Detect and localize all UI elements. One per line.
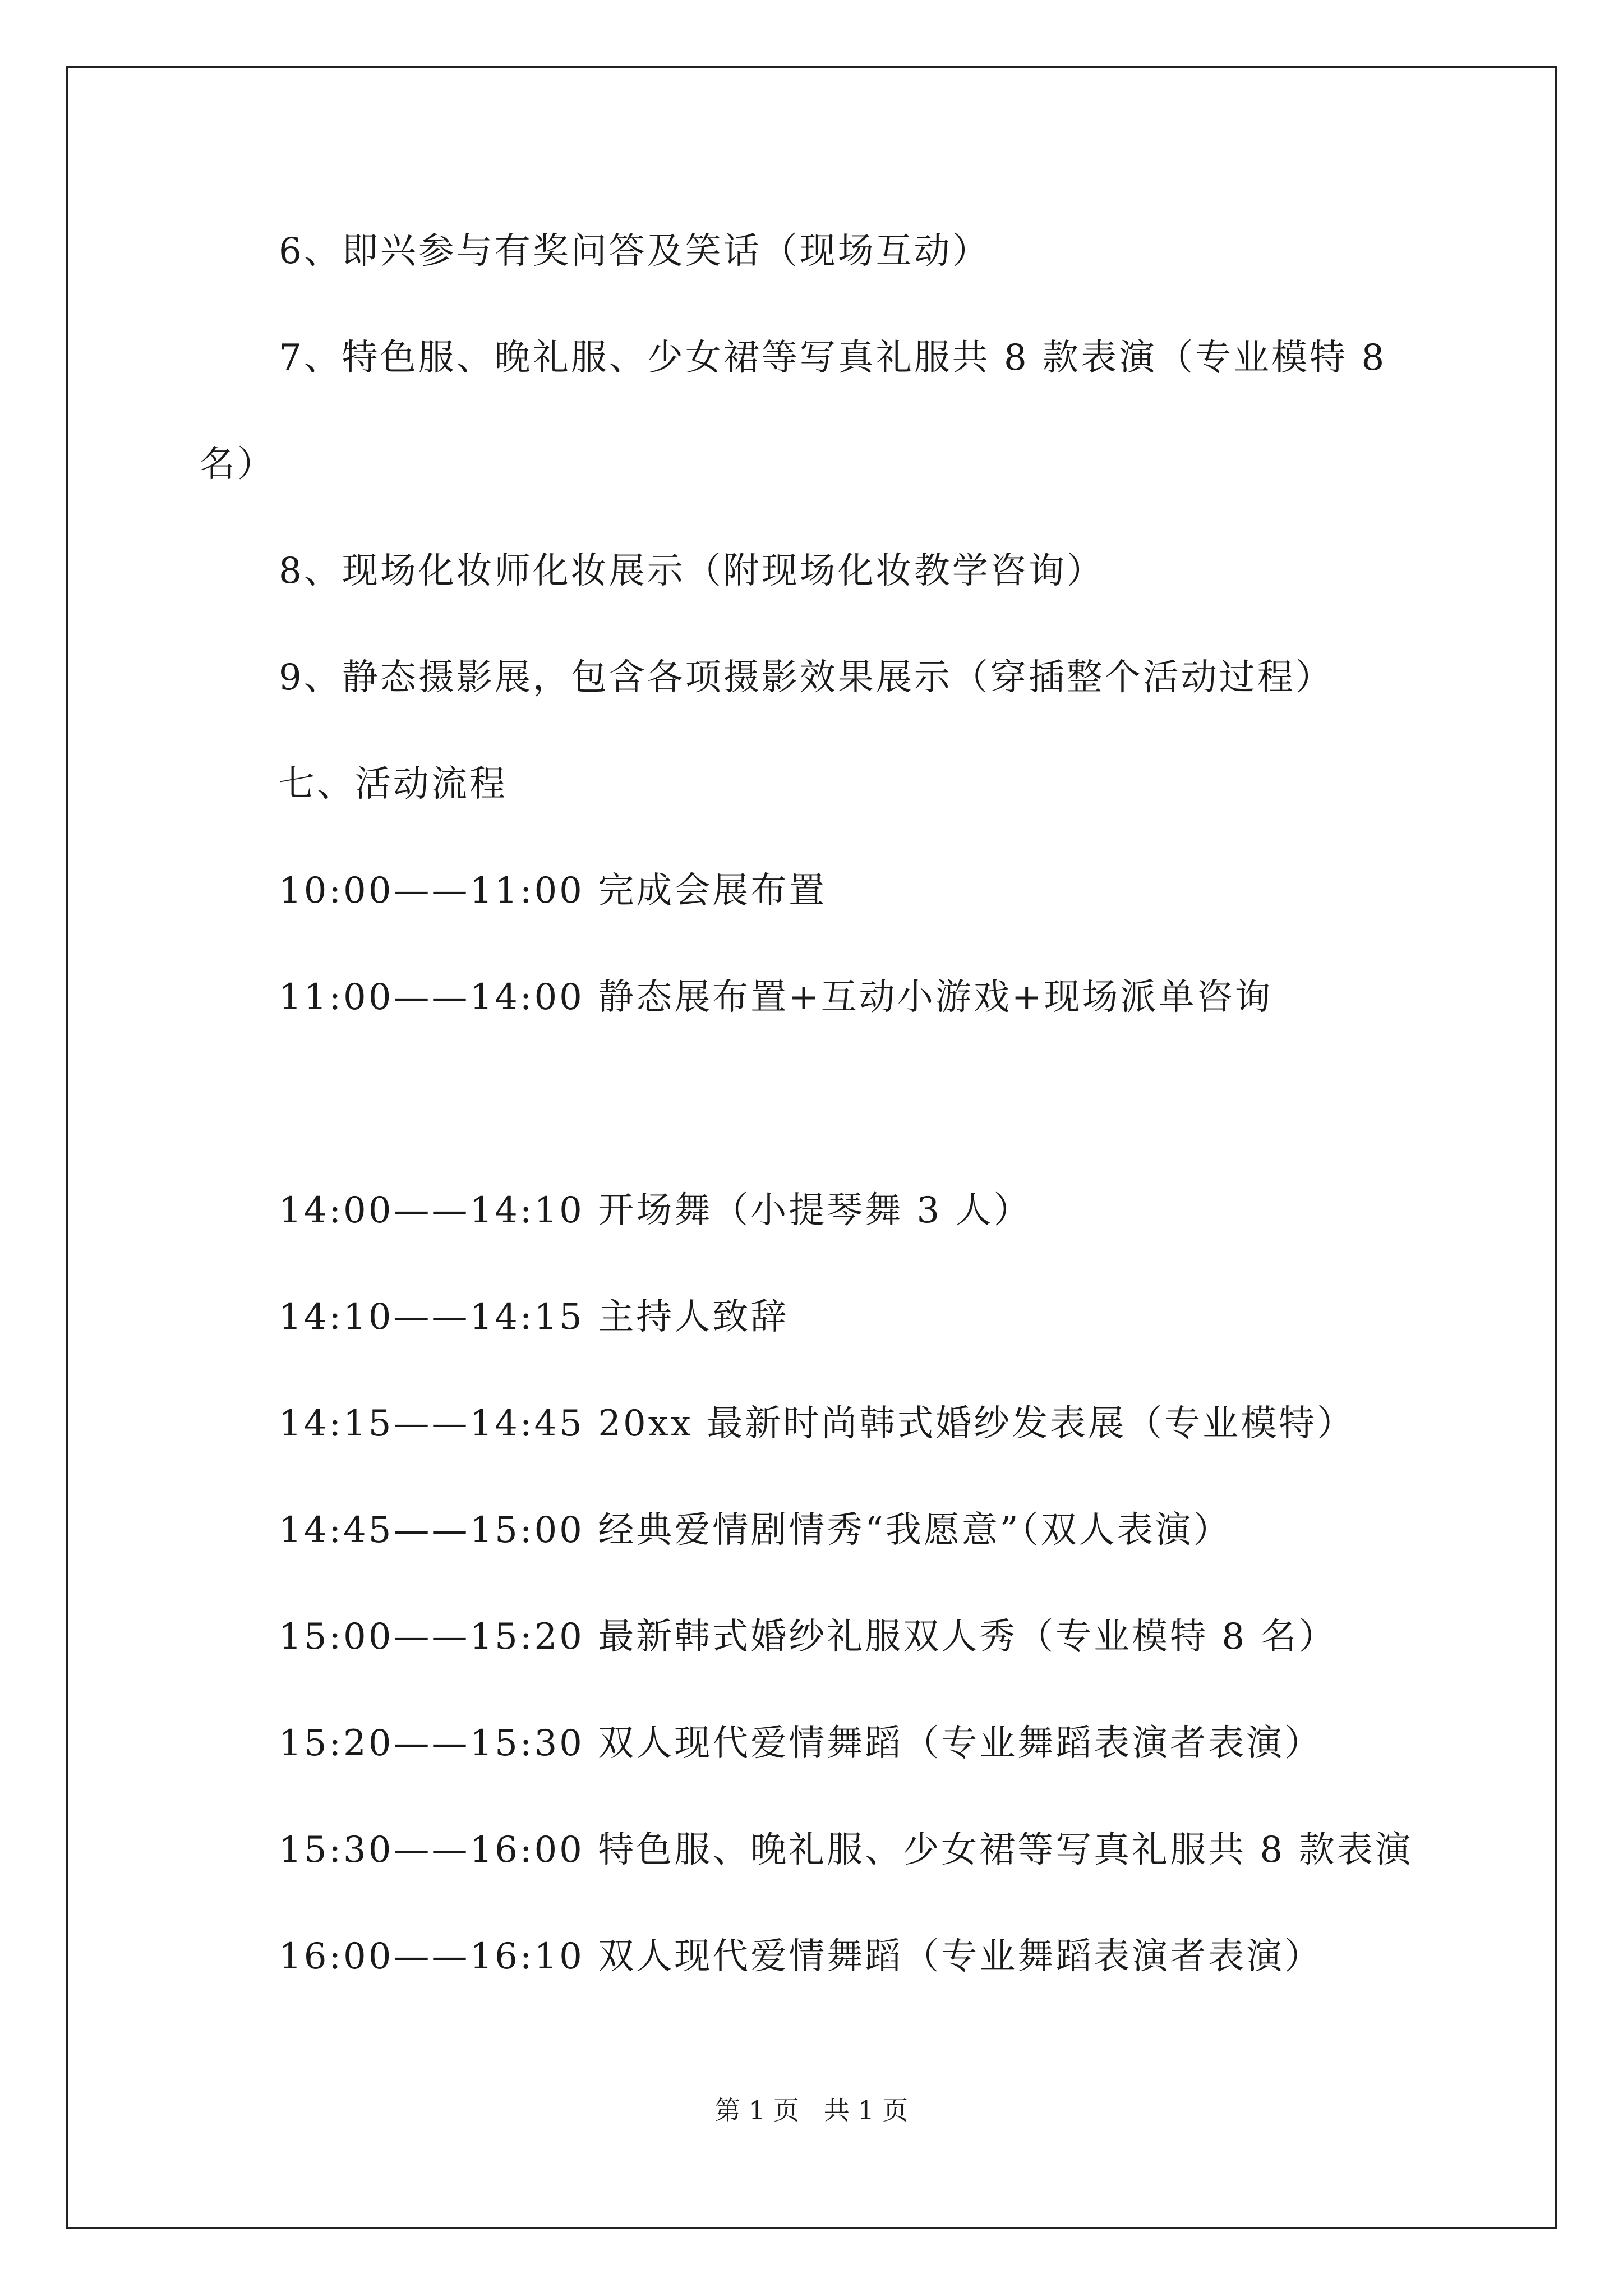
item-7-line: 7、特色服、晚礼服、少女裙等写真礼服共 8 款表演（专业模特 8	[279, 337, 1387, 379]
schedule-row: 15:30——16:00 特色服、晚礼服、少女裙等写真礼服共 8 款表演	[279, 1829, 1413, 1871]
section-heading: 七、活动流程	[279, 763, 508, 805]
schedule-row: 14:45——15:00 经典爱情剧情秀“我愿意”（双人表演）	[279, 1510, 1232, 1551]
schedule-row: 16:00——16:10 双人现代爱情舞蹈（专业舞蹈表演者表演）	[279, 1936, 1323, 1977]
schedule-row: 15:20——15:30 双人现代爱情舞蹈（专业舞蹈表演者表演）	[279, 1723, 1323, 1764]
schedule-row: 11:00——14:00 静态展布置+互动小游戏+现场派单咨询	[279, 977, 1273, 1018]
page-number-footer: 第 1 页 共 1 页	[714, 2095, 909, 2125]
schedule-row: 14:15——14:45 20xx 最新时尚韩式婚纱发表展（专业模特）	[279, 1403, 1355, 1444]
schedule-row: 15:00——15:20 最新韩式婚纱礼服双人秀（专业模特 8 名）	[279, 1616, 1337, 1658]
schedule-row: 14:10——14:15 主持人致辞	[279, 1296, 789, 1338]
item-6-line: 6、即兴参与有奖问答及笑话（现场互动）	[279, 231, 990, 272]
schedule-row: 10:00——11:00 完成会展布置	[279, 870, 827, 912]
page-border	[66, 66, 1557, 2229]
item-9-line: 9、静态摄影展，包含各项摄影效果展示（穿插整个活动过程）	[279, 657, 1334, 698]
schedule-row: 14:00——14:10 开场舞（小提琴舞 3 人）	[279, 1190, 1032, 1231]
item-8-line: 8、现场化妆师化妆展示（附现场化妆教学咨询）	[279, 550, 1105, 592]
item-7-continuation-line: 名）	[199, 444, 275, 485]
